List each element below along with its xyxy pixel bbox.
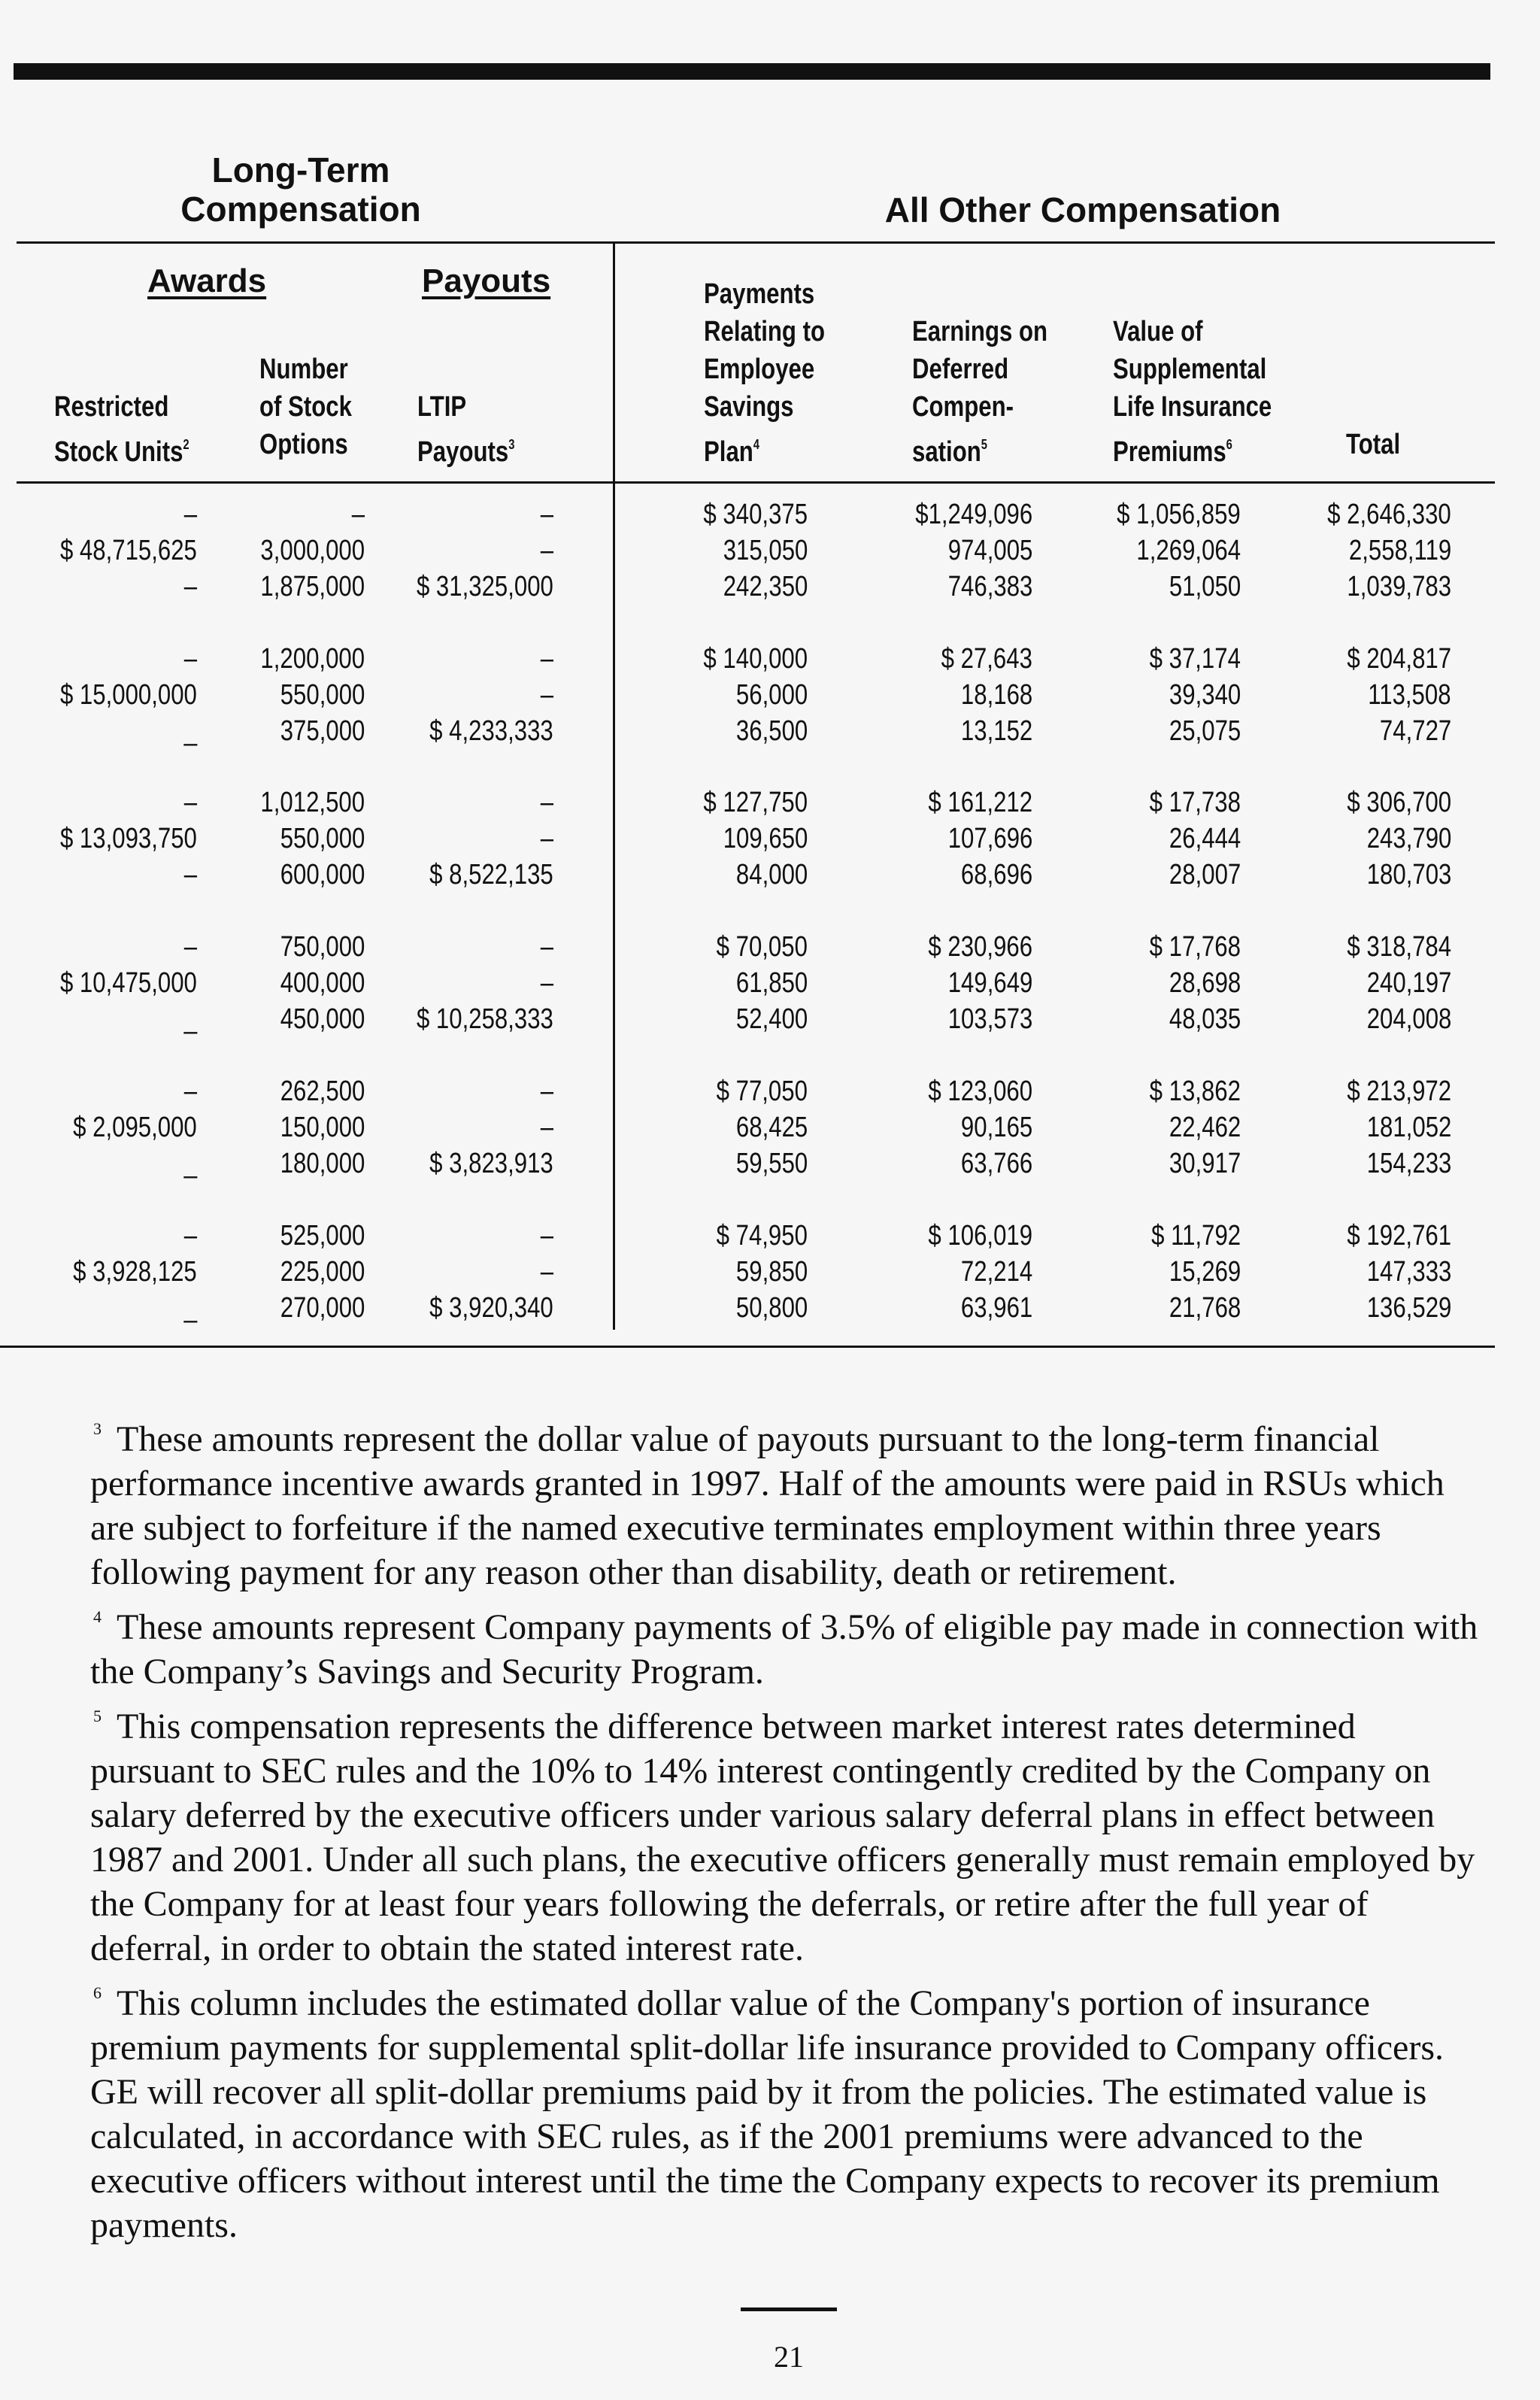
footnote-text: This column includes the estimated dollar value of the Company's portion of insurance premium payments for supplemental split-dollar life insurance provided to Company officers. GE will recover all split-dollar premiums paid by it from the policies. The estimated value is calculated, in accordance with SEC rules, as if the 2001 premiums were advanced to the executive officers without interest until the time the Company expects to recover its premium payments. [90, 1983, 1444, 2245]
column-header-2 [259, 350, 352, 463]
column-header-line [417, 426, 514, 471]
table-cell: $ 340,375 [703, 499, 808, 530]
all-other-heading-text: All Other Compensation [884, 190, 1281, 229]
column-header-line: Earnings on [912, 316, 1048, 347]
table-cell: 107,696 [947, 823, 1032, 854]
table-cell: $ 31,325,000 [417, 571, 553, 602]
table-cell: 63,766 [960, 1148, 1032, 1179]
table-cell: – [540, 823, 553, 854]
table-cell: 225,000 [280, 1256, 365, 1288]
table-cell: – [540, 1256, 553, 1288]
table-cell: 13,152 [960, 715, 1032, 747]
table-cell: 18,168 [960, 679, 1032, 711]
table-cell: 1,269,064 [1136, 535, 1241, 566]
table-cell: 109,650 [723, 823, 808, 854]
column-header-line: Deferred [912, 353, 1009, 385]
column-header-7 [1346, 426, 1400, 463]
column-header-4 [704, 275, 825, 471]
footnote-3 [90, 1406, 1489, 1594]
table-cell: 103,573 [947, 1003, 1032, 1035]
top-rule [14, 63, 1490, 80]
table-cell: 28,007 [1169, 859, 1241, 891]
footnote-marker: 3 [93, 1419, 102, 1438]
table-cell: 375,000 [280, 715, 365, 747]
table-cell: 1,875,000 [260, 571, 365, 602]
column-header-line: Total [1346, 429, 1401, 460]
column-header-6 [1113, 313, 1272, 471]
table-cell: $ 140,000 [703, 643, 808, 675]
table-cell: $ 77,050 [716, 1076, 808, 1107]
table-cell: 525,000 [280, 1220, 365, 1252]
footnote-marker: 4 [753, 437, 760, 452]
table-cell: $ 8,522,135 [429, 859, 553, 891]
long-term-heading-line-1: Long-Term [211, 150, 390, 190]
table-cell: 149,649 [947, 967, 1032, 999]
table-cell: $ 74,950 [716, 1220, 808, 1252]
column-header-text: Payouts [417, 436, 509, 468]
column-header-line [54, 426, 189, 471]
table-cell: 68,696 [960, 859, 1032, 891]
table-cell: 450,000 [280, 1003, 365, 1035]
table-cell: $ 204,817 [1347, 643, 1451, 675]
table-cell: – [183, 931, 197, 963]
table-cell: _ [183, 1003, 197, 1035]
table-cell: – [183, 571, 197, 602]
table-cell: 147,333 [1366, 1256, 1451, 1288]
table-cell: 750,000 [280, 931, 365, 963]
all-other-compensation-heading [842, 190, 1323, 229]
table-cell: $ 15,000,000 [60, 679, 197, 711]
table-cell: 550,000 [280, 823, 365, 854]
table-cell: – [183, 1076, 197, 1107]
table-cell: 154,233 [1366, 1148, 1451, 1179]
header-rule-bottom [17, 481, 1495, 484]
table-cell: $ 192,761 [1347, 1220, 1451, 1252]
table-cell: 22,462 [1169, 1112, 1241, 1143]
column-header-line: Number [259, 353, 348, 385]
footnote-marker: 3 [508, 437, 515, 452]
table-cell: 181,052 [1366, 1112, 1451, 1143]
table-cell: 36,500 [735, 715, 808, 747]
footnote-marker: 4 [93, 1607, 102, 1626]
column-header-line: of Stock [259, 391, 352, 423]
table-cell: $ 106,019 [928, 1220, 1032, 1252]
table-cell: 90,165 [960, 1112, 1032, 1143]
table-cell: 1,012,500 [260, 787, 365, 818]
footnote-marker: 2 [183, 437, 189, 452]
table-cell: 28,698 [1169, 967, 1241, 999]
table-cell: $ 10,475,000 [60, 967, 197, 999]
table-rule-bottom [0, 1346, 1495, 1348]
table-cell: 30,917 [1169, 1148, 1241, 1179]
column-header-3 [417, 388, 514, 471]
table-cell: 150,000 [280, 1112, 365, 1143]
table-cell: $ 123,060 [928, 1076, 1032, 1107]
table-cell: $ 4,233,333 [429, 715, 553, 747]
column-header-line: Options [259, 429, 348, 460]
table-cell: $ 37,174 [1149, 643, 1241, 675]
table-cell: 2,558,119 [1348, 535, 1451, 566]
column-header-line: Value of [1113, 316, 1203, 347]
table-cell: 242,350 [723, 571, 808, 602]
table-cell: 52,400 [735, 1003, 808, 1035]
table-cell: $ 1,056,859 [1117, 499, 1241, 530]
page-number: 21 [774, 2340, 804, 2374]
table-cell: – [540, 643, 553, 675]
footnote-marker: 5 [93, 1707, 102, 1725]
table-cell: 50,800 [735, 1292, 808, 1324]
header-rule-top [17, 241, 1495, 244]
footnotes [90, 1406, 1489, 2247]
footnote-text: These amounts represent the dollar value of payouts pursuant to the long-term financial performance incentive awards granted in 1997. Half of the amounts were paid in RSUs which are subject to forfeiture if the named executive terminates employment within three years following payment for any reason other than disability, death or retirement. [90, 1419, 1445, 1592]
column-header-text: Premiums [1113, 436, 1226, 468]
table-cell: $ 11,792 [1151, 1220, 1241, 1252]
table-cell: $ 318,784 [1347, 931, 1451, 963]
table-cell: $ 13,862 [1149, 1076, 1241, 1107]
footnote-text: This compensation represents the difference between market interest rates determined pursuant to SEC rules and the 10% to 14% interest contingently credited by the Company on salary deferred by the executive officers under various salary deferral plans in effect between 1987 and 2001. Under all such plans, the executive officers generally must remain employed by the Company for at least four years following the deferrals, or retire after the full year of deferral, in order to obtain the stated interest rate. [90, 1707, 1475, 1968]
column-header-line: Supplemental [1113, 353, 1267, 385]
table-cell: $ 306,700 [1347, 787, 1451, 818]
table-cell: 746,383 [947, 571, 1032, 602]
column-divider-vertical [613, 241, 615, 1330]
table-cell: 600,000 [280, 859, 365, 891]
table-cell: 68,425 [735, 1112, 808, 1143]
column-header-1 [54, 388, 189, 471]
column-header-line: LTIP [417, 391, 467, 423]
table-cell: – [351, 499, 365, 530]
footnote-marker: 6 [93, 1983, 102, 2002]
table-cell: 1,200,000 [260, 643, 365, 675]
table-cell: – [540, 967, 553, 999]
table-cell: 3,000,000 [260, 535, 365, 566]
column-header-text: Stock Units [54, 436, 183, 468]
footnote-marker: 6 [1226, 437, 1232, 452]
table-cell: 204,008 [1366, 1003, 1451, 1035]
table-cell: 25,075 [1169, 715, 1241, 747]
table-cell: – [183, 787, 197, 818]
column-header-line: Payments [704, 278, 815, 310]
table-cell: $ 3,920,340 [429, 1292, 553, 1324]
table-cell: $ 127,750 [703, 787, 808, 818]
footnote-marker: 5 [981, 437, 987, 452]
table-cell: 550,000 [280, 679, 365, 711]
page-number-rule [741, 2307, 837, 2311]
table-cell: – [540, 679, 553, 711]
footnote-5 [90, 1694, 1489, 1971]
column-header-line: Restricted [54, 391, 169, 423]
table-cell: $ 17,768 [1149, 931, 1241, 963]
table-cell: 26,444 [1169, 823, 1241, 854]
table-cell: _ [183, 1292, 197, 1324]
table-cell: 56,000 [735, 679, 808, 711]
table-cell: 262,500 [280, 1076, 365, 1107]
table-cell: $ 213,972 [1347, 1076, 1451, 1107]
footnote-text: These amounts represent Company payments of 3.5% of eligible pay made in connection with the Company’s Savings and Security Program. [90, 1607, 1478, 1692]
footnote-4 [90, 1594, 1489, 1694]
table-cell: – [540, 1220, 553, 1252]
table-cell: 59,550 [735, 1148, 808, 1179]
column-header-line: Compen- [912, 391, 1014, 423]
table-cell: 113,508 [1368, 679, 1451, 711]
table-cell: $ 2,646,330 [1327, 499, 1451, 530]
column-header-5 [912, 313, 1047, 471]
table-cell: – [183, 643, 197, 675]
table-cell: 270,000 [280, 1292, 365, 1324]
table-cell: – [540, 535, 553, 566]
table-cell: 243,790 [1366, 823, 1451, 854]
footnote-6 [90, 1971, 1489, 2247]
column-header-line: Employee [704, 353, 815, 385]
table-cell: – [183, 1220, 197, 1252]
column-header-text: Plan [704, 436, 753, 468]
long-term-heading-line-2: Compensation [180, 190, 421, 229]
table-cell: $ 27,643 [941, 643, 1032, 675]
column-header-line [1113, 426, 1272, 471]
table-cell: – [540, 499, 553, 530]
table-cell: $ 17,738 [1149, 787, 1241, 818]
table-cell: 48,035 [1169, 1003, 1241, 1035]
column-header-line: Relating to [704, 316, 825, 347]
table-cell: – [183, 499, 197, 530]
table-cell: 59,850 [735, 1256, 808, 1288]
table-cell: 63,961 [960, 1292, 1032, 1324]
column-header-line: Savings [704, 391, 794, 423]
column-header-line: Life Insurance [1113, 391, 1272, 423]
table-cell: – [540, 931, 553, 963]
table-cell: 315,050 [723, 535, 808, 566]
table-cell: _ [183, 1148, 197, 1179]
table-cell: $ 2,095,000 [73, 1112, 197, 1143]
table-cell: $ 13,093,750 [60, 823, 197, 854]
table-cell: 61,850 [735, 967, 808, 999]
table-cell: 180,000 [280, 1148, 365, 1179]
table-cell: 84,000 [735, 859, 808, 891]
table-cell: 400,000 [280, 967, 365, 999]
table-cell: 74,727 [1379, 715, 1451, 747]
table-cell: 15,269 [1169, 1256, 1241, 1288]
table-cell: 21,768 [1169, 1292, 1241, 1324]
table-cell: 72,214 [960, 1256, 1032, 1288]
table-cell: 39,340 [1169, 679, 1241, 711]
table-cell: 136,529 [1366, 1292, 1451, 1324]
long-term-compensation-heading [143, 150, 459, 229]
table-cell: 1,039,783 [1347, 571, 1451, 602]
column-header-line [704, 426, 825, 471]
table-cell: – [540, 1076, 553, 1107]
table-cell: 974,005 [947, 535, 1032, 566]
table-cell: $1,249,096 [915, 499, 1032, 530]
column-header-text: sation [912, 436, 981, 468]
table-cell: $ 230,966 [928, 931, 1032, 963]
table-cell: 51,050 [1169, 571, 1241, 602]
table-cell: $ 10,258,333 [417, 1003, 553, 1035]
payouts-subheading: Payouts [422, 262, 551, 299]
table-cell: 180,703 [1366, 859, 1451, 891]
table-cell: $ 48,715,625 [60, 535, 197, 566]
table-cell: _ [183, 715, 197, 747]
column-header-line [912, 426, 1047, 471]
table-cell: – [540, 787, 553, 818]
table-cell: $ 161,212 [928, 787, 1032, 818]
table-cell: – [183, 859, 197, 891]
table-cell: $ 3,823,913 [429, 1148, 553, 1179]
table-cell: $ 3,928,125 [73, 1256, 197, 1288]
table-cell: $ 70,050 [716, 931, 808, 963]
awards-subheading: Awards [147, 262, 267, 299]
table-cell: – [540, 1112, 553, 1143]
table-cell: 240,197 [1366, 967, 1451, 999]
